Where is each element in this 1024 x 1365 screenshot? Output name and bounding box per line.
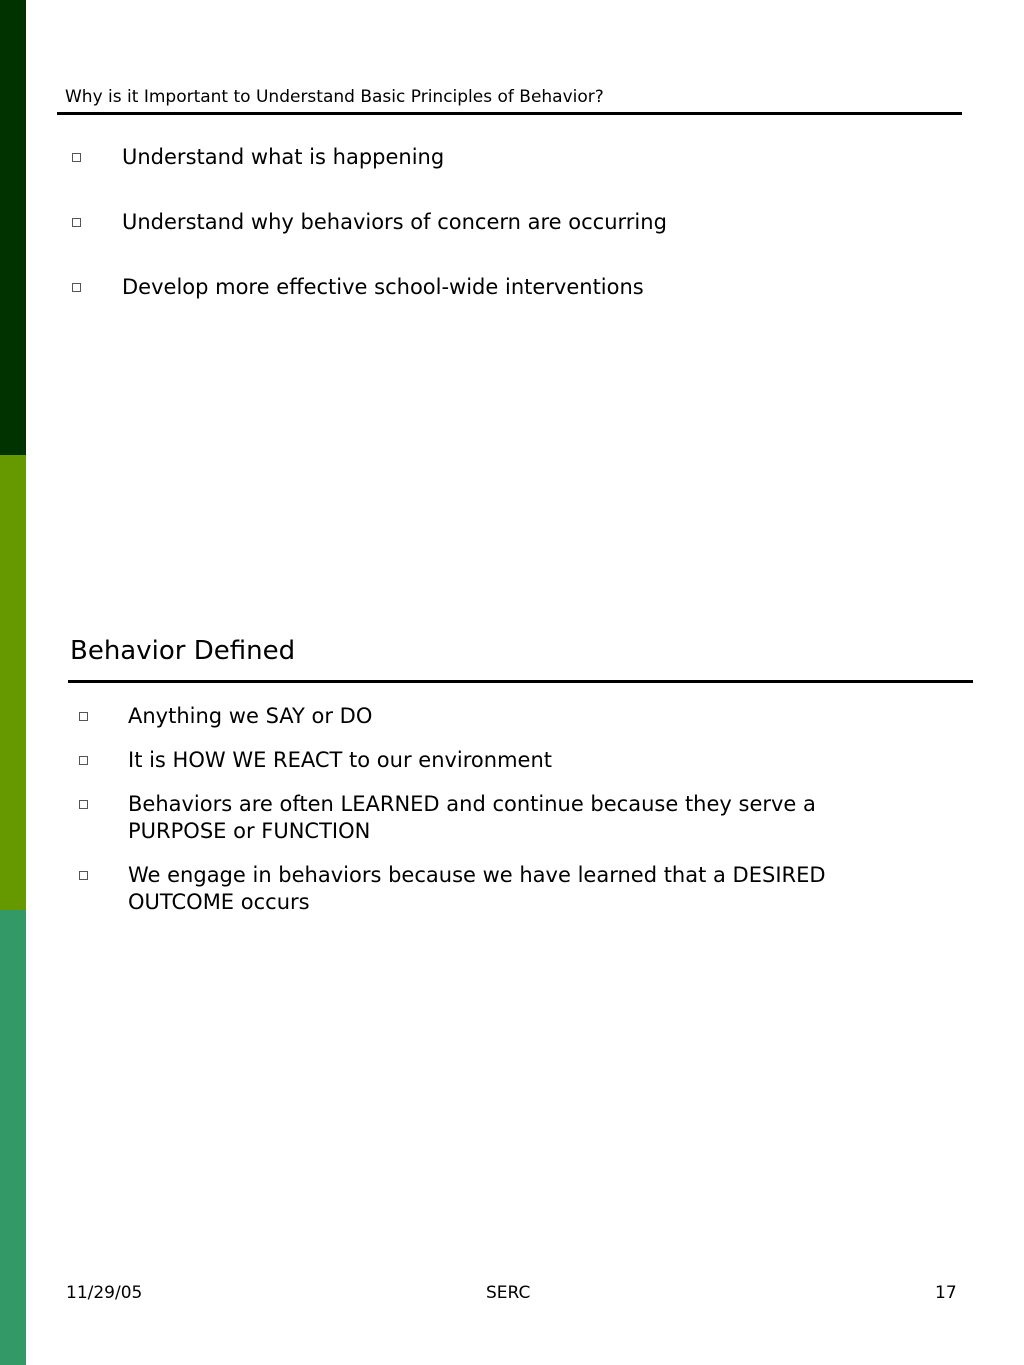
bullet-text-line: PURPOSE or FUNCTION bbox=[128, 819, 371, 843]
bullet-text: Develop more effective school-wide interventions bbox=[122, 275, 644, 299]
bullet-item bbox=[77, 747, 957, 774]
bullet-text-line: Anything we SAY or DO bbox=[128, 704, 373, 728]
bullet-text-line: Behaviors are often LEARNED and continue because they serve a bbox=[128, 792, 816, 816]
bullet-text: Understand what is happening bbox=[122, 145, 445, 169]
footer-organization: SERC bbox=[486, 1283, 531, 1303]
bullet-item bbox=[77, 791, 957, 845]
section-1-title: Why is it Important to Understand Basic Principles of Behavior? bbox=[65, 87, 604, 107]
hollow-square-bullet-icon bbox=[72, 283, 81, 292]
bullet-text-line: OUTCOME occurs bbox=[128, 890, 310, 914]
section-1-bullet-list bbox=[70, 144, 950, 339]
bullet-text: Understand why behaviors of concern are occurring bbox=[122, 210, 667, 234]
section-2-divider bbox=[68, 680, 973, 683]
footer-page-number: 17 bbox=[935, 1283, 957, 1303]
bullet-text-line: We engage in behaviors because we have learned that a DESIRED bbox=[128, 863, 826, 887]
footer-date: 11/29/05 bbox=[66, 1283, 143, 1303]
hollow-square-bullet-icon bbox=[72, 153, 81, 162]
bullet-item bbox=[70, 209, 950, 236]
side-band-bottom bbox=[0, 910, 26, 1365]
bullet-text-line: It is HOW WE REACT to our environment bbox=[128, 748, 553, 772]
section-1-divider bbox=[57, 112, 962, 115]
section-2-bullet-list bbox=[77, 703, 957, 933]
hollow-square-bullet-icon bbox=[79, 756, 88, 765]
section-2-title: Behavior Defined bbox=[70, 636, 296, 666]
bullet-item bbox=[70, 274, 950, 301]
side-band-middle bbox=[0, 455, 26, 910]
hollow-square-bullet-icon bbox=[79, 871, 88, 880]
bullet-item bbox=[77, 703, 957, 730]
side-band-top bbox=[0, 0, 26, 455]
bullet-item bbox=[70, 144, 950, 171]
hollow-square-bullet-icon bbox=[79, 712, 88, 721]
bullet-item bbox=[77, 862, 957, 916]
hollow-square-bullet-icon bbox=[72, 218, 81, 227]
hollow-square-bullet-icon bbox=[79, 800, 88, 809]
